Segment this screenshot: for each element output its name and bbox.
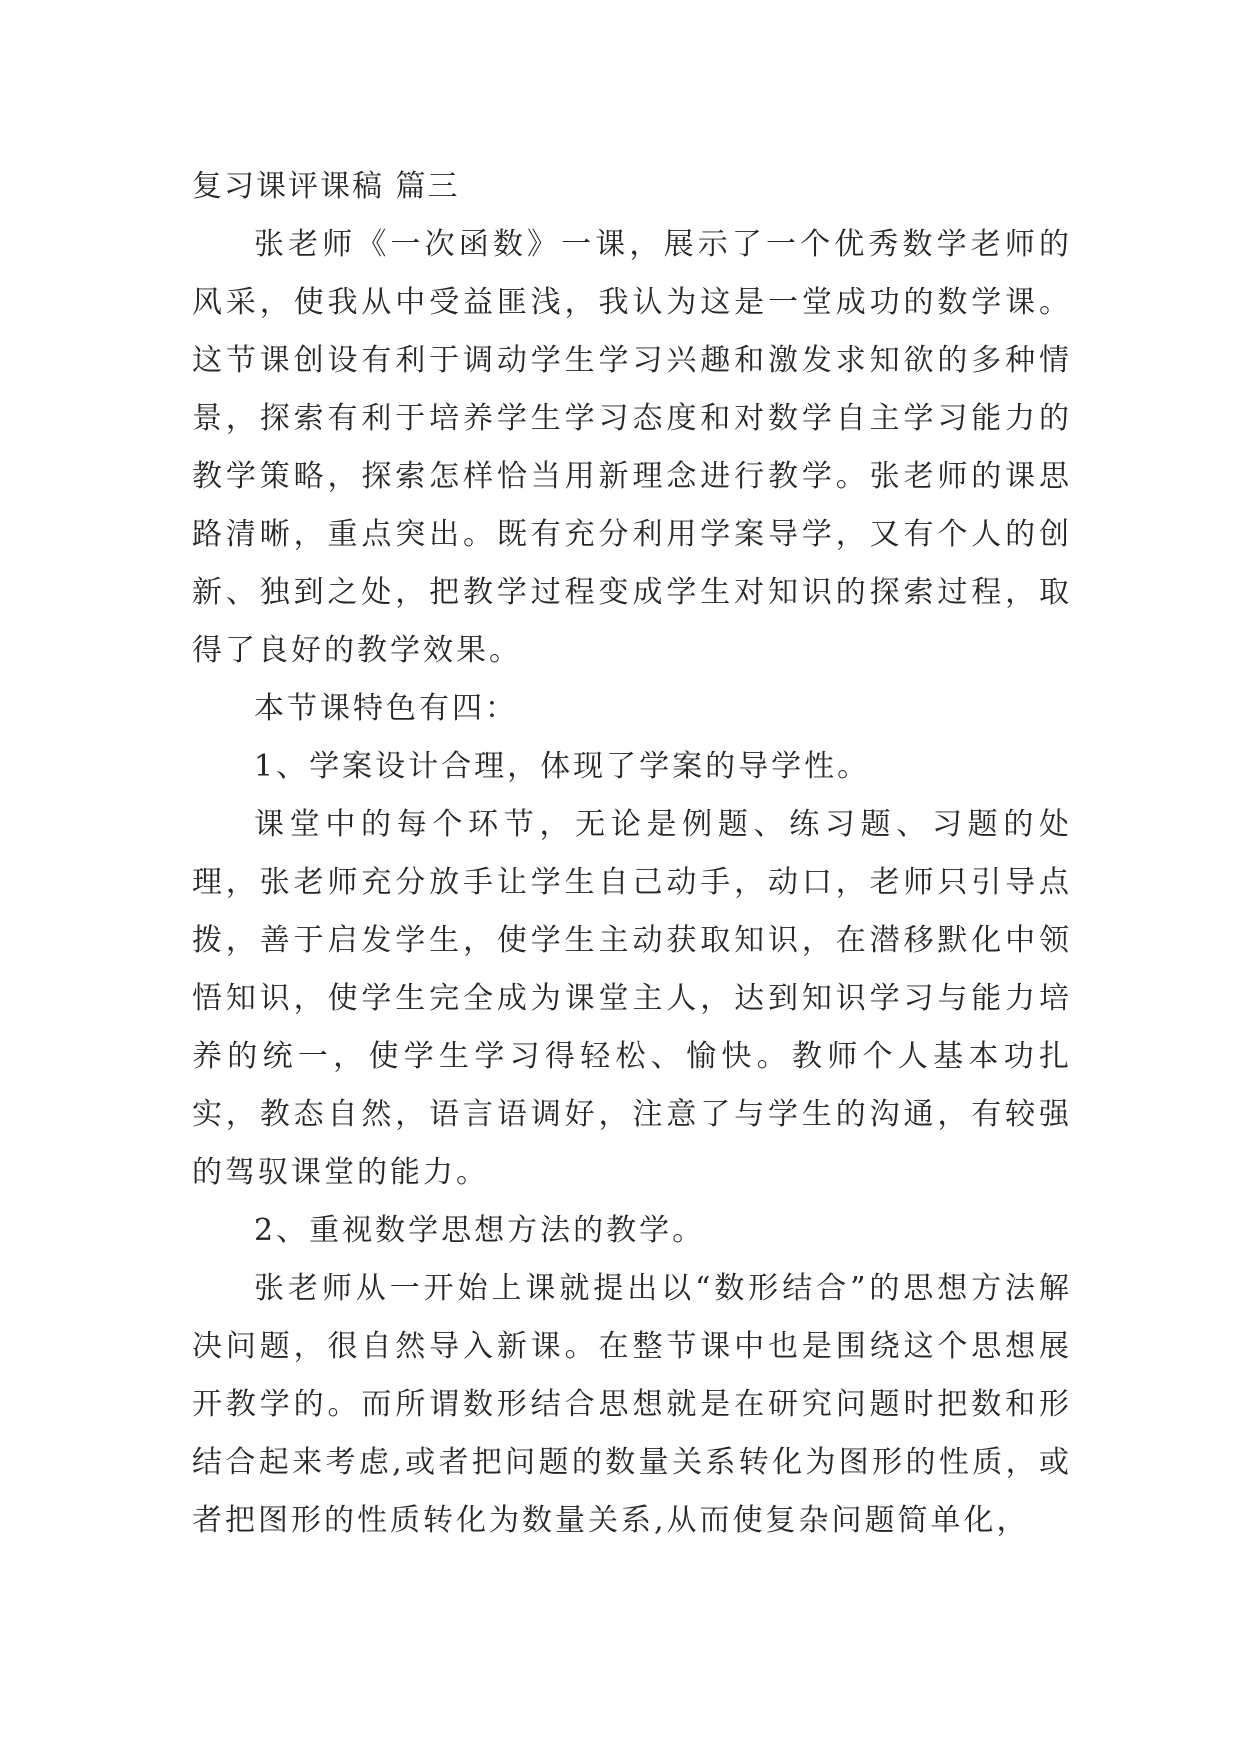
paragraph-feature-1-heading: 1、学案设计合理，体现了学案的导学性。 <box>254 749 871 784</box>
document-body <box>192 158 1072 1550</box>
paragraph-features-heading: 本节课特色有四： <box>254 691 518 726</box>
paragraph-feature-1-body: 课堂中的每个环节，无论是例题、练习题、习题的处理，张老师充分放手让学生自己动手，动口，老师只引导点拨，善于启发学生，使学生主动获取知识，在潜移默化中领悟知识，使学生完全成为课堂主人，达到知识学习与能力培养的统一，使学生学习得轻松、愉快。教师个人基本功扎实，教态自然，语言语调好，注意了与学生的沟通，有较强的驾驭课堂的能力。 <box>192 807 1072 1190</box>
paragraph-feature-2-body: 张老师从一开始上课就提出以“数形结合”的思想方法解决问题，很自然导入新课。在整节课中也是围绕这个思想展开教学的。而所谓数形结合思想就是在研究问题时把数和形结合起来考虑,或者把问题的数量关系转化为图形的性质，或者把图形的性质转化为数量关系,从而使复杂问题简单化， <box>192 1271 1072 1538</box>
paragraph-feature-2-heading: 2、重视数学思想方法的教学。 <box>254 1213 706 1248</box>
document-title: 复习课评课稿 篇三 <box>192 169 460 204</box>
paragraph-intro: 张老师《一次函数》一课，展示了一个优秀数学老师的风采，使我从中受益匪浅，我认为这是一堂成功的数学课。这节课创设有利于调动学生学习兴趣和激发求知欲的多种情景，探索有利于培养学生学习态度和对数学自主学习能力的教学策略，探索怎样恰当用新理念进行教学。张老师的课思路清晰，重点突出。既有充分利用学案导学，又有个人的创新、独到之处，把教学过程变成学生对知识的探索过程，取得了良好的教学效果。 <box>192 227 1072 668</box>
